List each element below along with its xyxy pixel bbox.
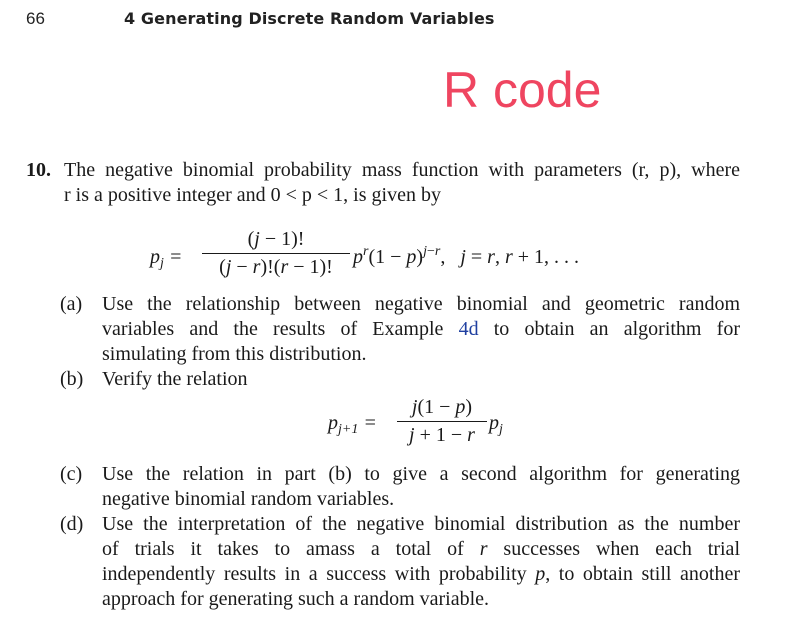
fraction-numerator: (j − 1)! — [247, 228, 305, 250]
fraction-bar — [202, 253, 350, 254]
part-d-block — [60, 512, 740, 612]
part-d-line-1: Use the interpretation of the negative binomial distribution as the number — [102, 513, 740, 535]
part-d-line-2: of trials it takes to amass a total of r successes when each trial — [102, 538, 740, 560]
recurrence-fraction-bar — [397, 421, 487, 422]
equation-fraction — [202, 228, 350, 279]
fraction-denominator: (j − r)!(r − 1)! — [219, 256, 333, 278]
recurrence-denominator: j + 1 − r — [409, 424, 475, 446]
problem-intro — [64, 158, 740, 208]
example-4d-link[interactable]: 4d — [458, 318, 479, 340]
part-a-line-2: variables and the results of Example 4d to obtain an algorithm for — [102, 318, 740, 340]
part-d-line-4: approach for generating such a random variable. — [102, 588, 490, 610]
part-d-label: (d) — [60, 513, 84, 535]
parts-ab — [60, 292, 740, 392]
part-b-line-1: Verify the relation — [102, 368, 248, 390]
part-b-label: (b) — [60, 368, 84, 390]
part-c-block — [60, 462, 740, 512]
part-c-line-2: negative binomial random variables. — [102, 488, 395, 510]
part-a — [60, 292, 740, 367]
part-c-label: (c) — [60, 463, 83, 485]
recurrence-lhs: $p_{j+1}$ = — [328, 412, 377, 437]
problem-number: 10. — [26, 159, 51, 181]
equation-rest: $p^r(1 - p)^{j-r}$, j = r, r + 1, . . . — [353, 244, 580, 268]
page-number: 66 — [26, 9, 45, 28]
part-a-line-3: simulating from this distribution. — [102, 343, 367, 365]
part-a-label: (a) — [60, 293, 83, 315]
intro-line-2: r is a positive integer and 0 < p < 1, is given by — [64, 184, 441, 206]
running-head: 4 Generating Discrete Random Variables — [124, 9, 495, 28]
recurrence-rest: $p_j$ — [489, 412, 503, 437]
handwritten-note-r-code: R code — [443, 62, 602, 118]
recurrence-numerator: j(1 − p) — [411, 396, 473, 418]
part-b — [60, 367, 740, 392]
part-a-line-1: Use the relationship between negative binomial and geometric random — [102, 293, 740, 315]
part-d-line-3: independently results in a success with probability p, to obtain still another — [102, 563, 740, 585]
recurrence-equation — [328, 396, 528, 452]
intro-line-1: The negative binomial probability mass function with parameters (r, p), where — [64, 159, 740, 181]
part-c-line-1: Use the relation in part (b) to give a second algorithm for generating — [102, 463, 740, 485]
recurrence-fraction — [397, 396, 487, 447]
problem-10 — [26, 158, 740, 208]
equation-lhs: $p_j$ = — [150, 246, 183, 271]
part-d — [60, 512, 740, 612]
part-c — [60, 462, 740, 512]
